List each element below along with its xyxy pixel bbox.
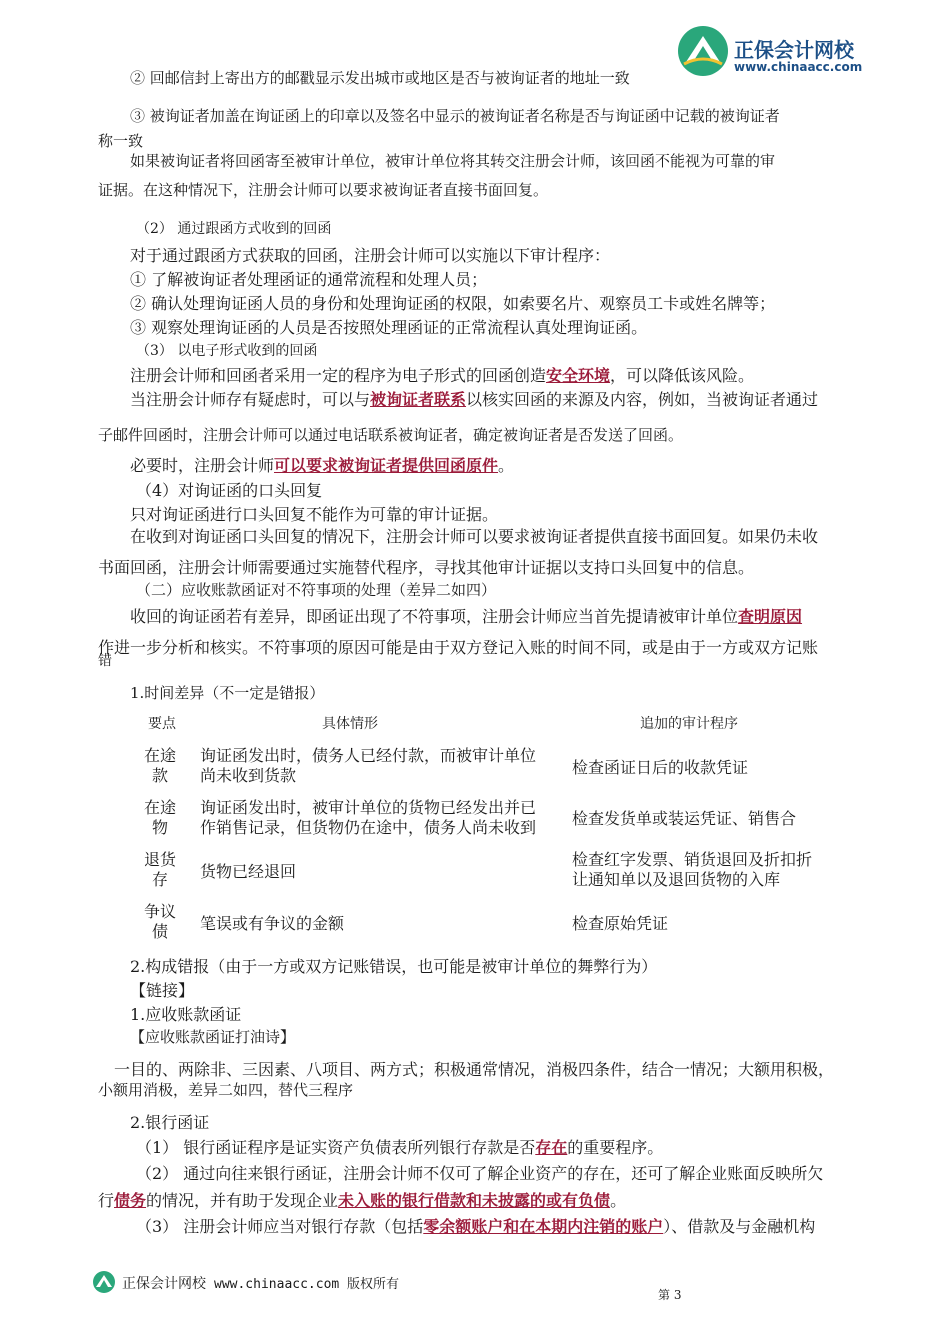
- section-5-title: （二）应收账款函证对不符事项的处理（差异二如四）: [136, 581, 497, 599]
- highlight-request-original: 可以要求被询证者提供回函原件: [274, 456, 499, 475]
- table-cell-detail: 笔误或有争议的金额: [200, 914, 345, 933]
- top-fragment-b-cont: 称一致: [98, 132, 144, 150]
- section-6-jingle: 一目的、两除非、三因素、八项目、两方式；积极通常情况，消极四条件，结合一情况；大额用积极，: [114, 1060, 835, 1079]
- section-3-title: （3） 以电子形式收到的回函: [136, 343, 318, 359]
- section-5-para-2: 作进一步分析和核实。不符事项的原因可能是由于双方登记入账的时间不同，或是由于一方或双方记账: [98, 638, 819, 657]
- table-cell-point: 在途物: [143, 798, 176, 837]
- brand-url: www.chinaacc.com: [734, 60, 863, 74]
- highlight-contact-confirmer: 被询证者联系: [370, 390, 467, 409]
- table-cell-procedure: 检查红字发票、销货退回及折扣折让通知单以及退回货物的入库: [572, 850, 813, 889]
- header-logo: [672, 24, 872, 80]
- table-cell-detail: 询证函发出时，债务人已经付款，而被审计单位尚未收到货款: [200, 746, 537, 785]
- highlight-unrecorded-loans: 未入账的银行借款和未披露的或有负债: [338, 1191, 611, 1210]
- section-2-item-3: ③ 观察处理询证函的人员是否按照处理函证的正常流程认真处理询证函。: [130, 318, 648, 337]
- section-2-item-2: ② 确认处理询证函人员的身份和处理询证函的权限，如索要名片、观察员工卡或姓名牌等；: [130, 294, 776, 313]
- section-6-jingle-title: 【应收账款函证打油诗】: [130, 1028, 296, 1046]
- footer-brand: 正保会计网校: [122, 1276, 206, 1292]
- section-7-title: 2.银行函证: [130, 1113, 210, 1132]
- highlight-find-cause: 查明原因: [738, 607, 803, 626]
- footer-text: www.chinaacc.com 版权所有: [214, 1277, 400, 1292]
- section-2-intro: 对于通过跟函方式获取的回函，注册会计师可以实施以下审计程序：: [130, 246, 611, 265]
- table-cell-point: 在途款: [143, 746, 176, 785]
- section-2-item-1: ① 了解被询证者处理函证的通常流程和处理人员；: [130, 270, 488, 289]
- section-5-para-2-cont: 错: [98, 653, 112, 669]
- footer-page-number: 第 3: [658, 1288, 682, 1302]
- table-cell-procedure: 检查发货单或装运凭证、销售合: [572, 809, 797, 828]
- section-5-sub-1: 1.时间差异（不一定是错报）: [130, 684, 325, 702]
- table-cell-procedure: 检查原始凭证: [572, 914, 669, 933]
- highlight-debt: 债务: [114, 1191, 147, 1210]
- section-6-para-1: 2.构成错报（由于一方或双方记账错误，也可能是被审计单位的舞弊行为）: [130, 957, 658, 976]
- section-3-para-1: 注册会计师和回函者采用一定的程序为电子形式的回函创造安全环境，可以降低该风险。: [130, 366, 755, 385]
- section-7-para-3: 行债务的情况，并有助于发现企业未入账的银行借款和未披露的或有负债。: [98, 1191, 627, 1210]
- section-3-para-3: 必要时，注册会计师可以要求被询证者提供回函原件。: [130, 456, 515, 475]
- table-cell-detail: 货物已经退回: [200, 862, 297, 881]
- section-4-para-1: 只对询证函进行口头回复不能作为可靠的审计证据。: [130, 505, 499, 524]
- table-header-detail: 具体情形: [322, 716, 378, 732]
- table-cell-procedure: 检查函证日后的收款凭证: [572, 758, 749, 777]
- table-cell-detail: 询证函发出时，被审计单位的货物已经发出并已作销售记录，但货物仍在途中，债务人尚未收到: [200, 798, 537, 837]
- section-6-link: 【链接】: [130, 981, 195, 1000]
- section-7-para-1: （1） 银行函证程序是证实资产负债表所列银行存款是否存在的重要程序。: [136, 1138, 664, 1157]
- table-cell-point: 退货存: [143, 850, 176, 889]
- top-fragment-a: ② 回邮信封上寄出方的邮戳显示发出城市或地区是否与被询证者的地址一致: [130, 69, 630, 87]
- top-fragment-c: 如果被询证者将回函寄至被审计单位，被审计单位将其转交注册会计师，该回函不能视为可靠的审: [130, 152, 776, 170]
- section-2-title: （2） 通过跟函方式收到的回函: [136, 221, 332, 237]
- footer: [92, 1268, 852, 1302]
- section-6-item-1: 1.应收账款函证: [130, 1005, 242, 1024]
- brand-logo-icon: [676, 24, 730, 78]
- section-7-para-4: （3） 注册会计师应当对银行存款（包括零余额账户和在本期内注销的账户）、借款及与金融机构: [136, 1217, 816, 1236]
- section-4-para-2: 在收到对询证函口头回复的情况下，注册会计师可以要求被询证者提供直接书面回复。如果仍未收: [130, 527, 819, 546]
- section-4-para-3: 书面回函，注册会计师需要通过实施替代程序，寻找其他审计证据以支持口头回复中的信息。: [98, 558, 755, 577]
- section-4-title: （4）对询证函的口头回复: [136, 481, 323, 500]
- brand-name: 正保会计网校: [734, 38, 854, 62]
- footer-logo-icon: [92, 1270, 116, 1294]
- table-header-point: 要点: [148, 716, 176, 732]
- section-5-para-1: 收回的询证函若有差异，即函证出现了不符事项，注册会计师应当首先提请被审计单位查明原因: [130, 607, 803, 626]
- section-3-para-2-cont: 子邮件回函时，注册会计师可以通过电话联系被询证者，确定被询证者是否发送了回函。: [98, 426, 684, 444]
- table-header-procedure: 追加的审计程序: [640, 716, 738, 732]
- section-7-para-2: （2） 通过向往来银行函证，注册会计师不仅可了解企业资产的存在，还可了解企业账面反映所欠: [136, 1164, 824, 1183]
- table-cell-point: 争议债: [143, 902, 176, 941]
- section-3-para-2: 当注册会计师存有疑虑时，可以与被询证者联系以核实回函的来源及内容，例如，当被询证者通过: [130, 390, 819, 409]
- timing-difference-table: [130, 708, 850, 948]
- top-fragment-b: ③ 被询证者加盖在询证函上的印章以及签名中显示的被询证者名称是否与询证函中记载的被询证者: [130, 107, 780, 125]
- highlight-safe-environment: 安全环境: [546, 366, 611, 385]
- section-6-jingle-cont: 小额用消极，差异二如四，替代三程序: [98, 1081, 354, 1099]
- highlight-zero-balance-accounts: 零余额账户和在本期内注销的账户: [423, 1217, 664, 1236]
- highlight-existence: 存在: [535, 1138, 568, 1157]
- top-fragment-c-cont: 证据。在这种情况下，注册会计师可以要求被询证者直接书面回复。: [98, 181, 549, 199]
